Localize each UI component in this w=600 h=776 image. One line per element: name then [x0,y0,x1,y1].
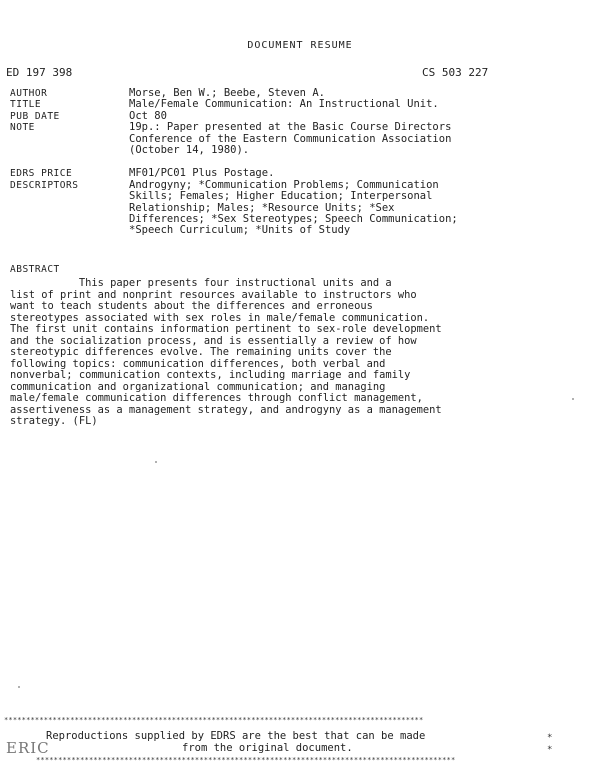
abstract-line: assertiveness as a management strategy, and androgyny as a management [10,403,442,416]
reproduction-footer [0,716,600,776]
abstract-line: stereotypic differences evolve. The remaining units cover the [10,346,392,358]
scan-speck [155,461,157,463]
field-label: PUB DATE [10,110,60,122]
eric-logo [6,738,50,764]
cs-number: CS 503 227 [422,66,489,79]
abstract-line: strategy. (FL) [10,415,98,427]
star-edge-right: * [547,745,553,755]
scan-speck [18,686,20,688]
abstract-line: following topics: communication differences, both verbal and [10,357,386,370]
field-label: DESCRIPTORS [10,179,79,191]
field-value: Androgyny; *Communication Problems; Communication Skills; Females; Higher Education; Interpersonal Relationship; Males; *Resource Units; *Sex Differences; *Sex Stereotypes; Speech Communication; *Speech Curriculum; *Units of Study [129,178,458,237]
abstract-line: communication and organizational communication; and managing [10,380,386,393]
abstract-line: The first unit contains information pertinent to sex-role development [10,323,442,335]
field-label: EDRS PRICE [10,168,73,180]
star-edge-right: * [547,733,553,743]
scan-speck [572,398,574,400]
abstract-line: male/female communication differences through conflict management, [10,392,423,404]
field-value: Morse, Ben W.; Beebe, Steven A. [129,87,325,99]
field-label: NOTE [10,122,35,134]
reproduction-line-1: Reproductions supplied by EDRS are the best that can be made [46,730,426,742]
metadata-fields [10,88,590,237]
field-label: AUTHOR [10,88,48,99]
eric-logo-text: ERIC [6,739,50,757]
abstract-label: ABSTRACT [10,264,60,275]
reproduction-notice [46,730,516,754]
field-value: Male/Female Communication: An Instructional Unit. [129,98,439,111]
document-ids [6,66,566,80]
field-title [10,99,590,110]
field-value: MF01/PC01 Plus Postage. [129,167,275,180]
field-gap [10,156,590,168]
document-title: DOCUMENT RESUME [247,40,353,51]
field-note [10,122,590,156]
abstract-line: list of print and nonprint resources available to instructors who [10,288,417,301]
reproduction-line-2: from the original document. [182,742,353,754]
field-value: 19p.: Paper presented at the Basic Course Directors Conference of the Eastern Communication Association (October 14, 1980). [129,121,452,157]
field-value: Oct 80 [129,109,167,122]
field-descriptors [10,180,590,237]
abstract-line: and the socialization process, and is essentially a review of how [10,334,417,347]
abstract-line: stereotypes associated with sex roles in male/female communication. [10,311,430,324]
star-border-bottom: *********************************************************************************************** [36,756,456,764]
abstract-line: nonverbal; communication contexts, including marriage and family [10,369,411,381]
field-label: TITLE [10,99,42,111]
star-border-top: *********************************************************************************************** [4,716,424,724]
ed-number: ED 197 398 [6,66,73,79]
abstract-line: want to teach students about the differences and erroneous [10,300,373,312]
abstract-line: This paper presents four instructional units and a [10,277,392,289]
abstract-text [10,278,580,428]
